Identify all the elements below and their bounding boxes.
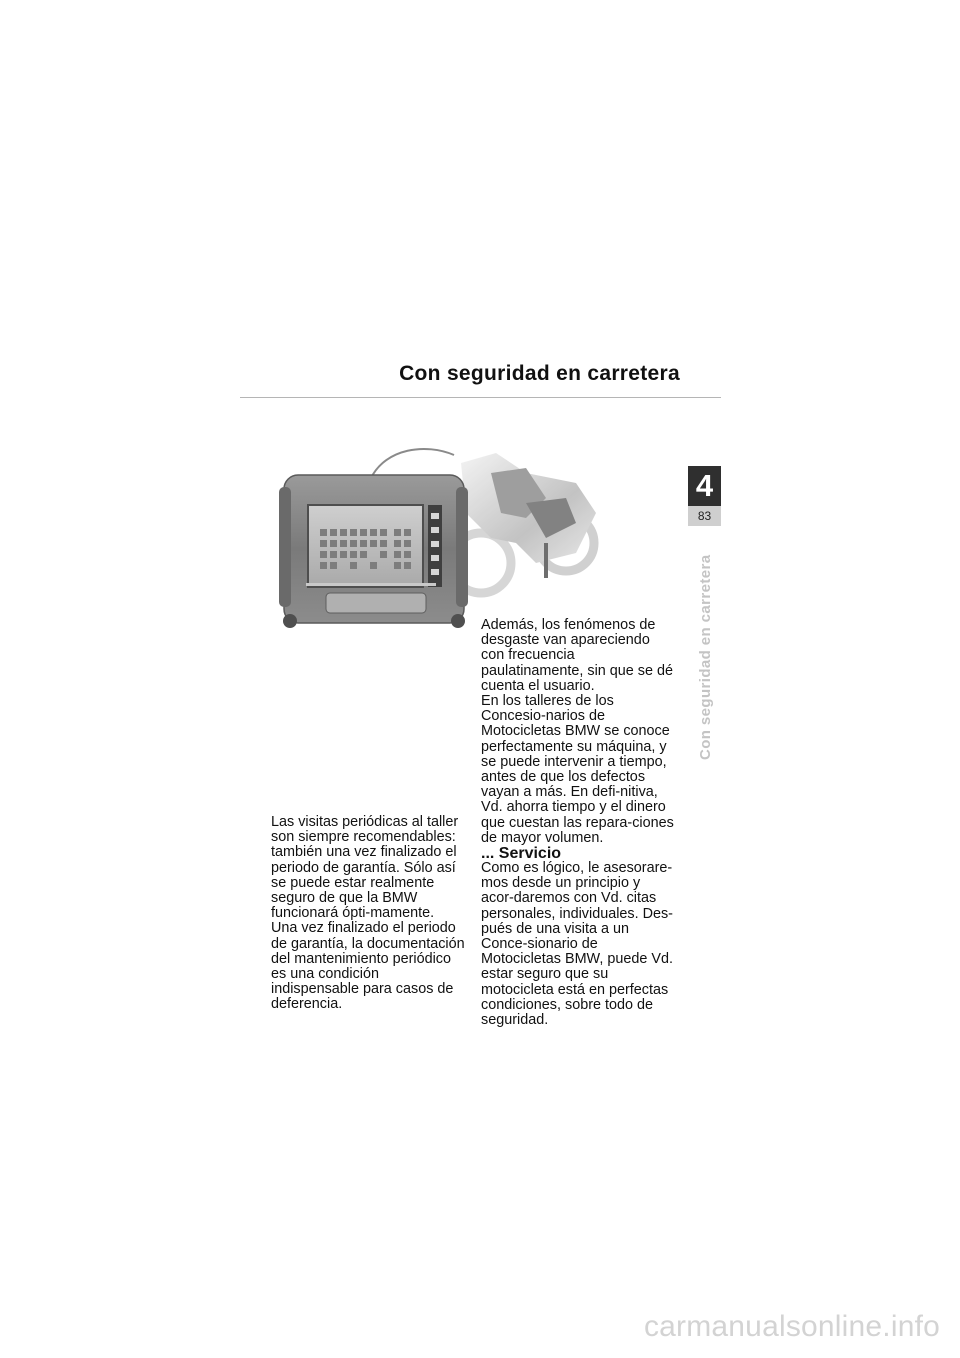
page-title: Con seguridad en carretera (399, 362, 680, 385)
paragraph: Como es lógico, le asesorare-mos desde un principio y acor-daremos con Vd. citas personales, individuales. Des-pués de una visita a un Conce-sionario de Motocicletas BMW, puede Vd. estar seguro que su motocicleta está en perfectas condiciones, sobre todo de seguridad. (481, 860, 673, 1029)
diagnostic-device-and-motorcycle-image (276, 443, 606, 635)
chapter-number: 4 (695, 468, 714, 503)
watermark-text: carmanualsonline.info (643, 1310, 940, 1343)
title-divider (240, 397, 721, 398)
right-text-column (481, 618, 676, 1028)
chapter-side-label: Con seguridad en carretera (697, 554, 714, 760)
diagnostic-tester-illustration (279, 475, 468, 628)
section-subheading: ... Servicio (481, 845, 562, 863)
paragraph: Una vez finalizado el periodo de garantía, la documentación del mantenimiento periódico es una condición indispensable para casos de deferencia. (271, 920, 465, 1013)
paragraph: Además, los fenómenos de desgaste van apareciendo con frecuencia paulatinamente, sin que se dé cuenta el usuario. (481, 617, 674, 694)
left-text-column (271, 815, 466, 1013)
chapter-tab (688, 466, 721, 526)
page-number: 83 (697, 509, 712, 523)
paragraph: Las visitas periódicas al taller son siempre recomendables: también una vez finalizado el periodo de garantía. Sólo así se puede estar realmente seguro de que la BMW funcionará ópti-mamente. (271, 814, 459, 922)
paragraph: En los talleres de los Concesio-narios de Motocicletas BMW se conoce perfectamente su máquina, y se puede intervenir a tiempo, antes de que los defectos vayan a más. En defi-nitiva, Vd. ahorra tiempo y el dinero que cuestan las repara-ciones de mayor volumen. (481, 693, 674, 846)
motorcycle-illustration (451, 453, 596, 593)
